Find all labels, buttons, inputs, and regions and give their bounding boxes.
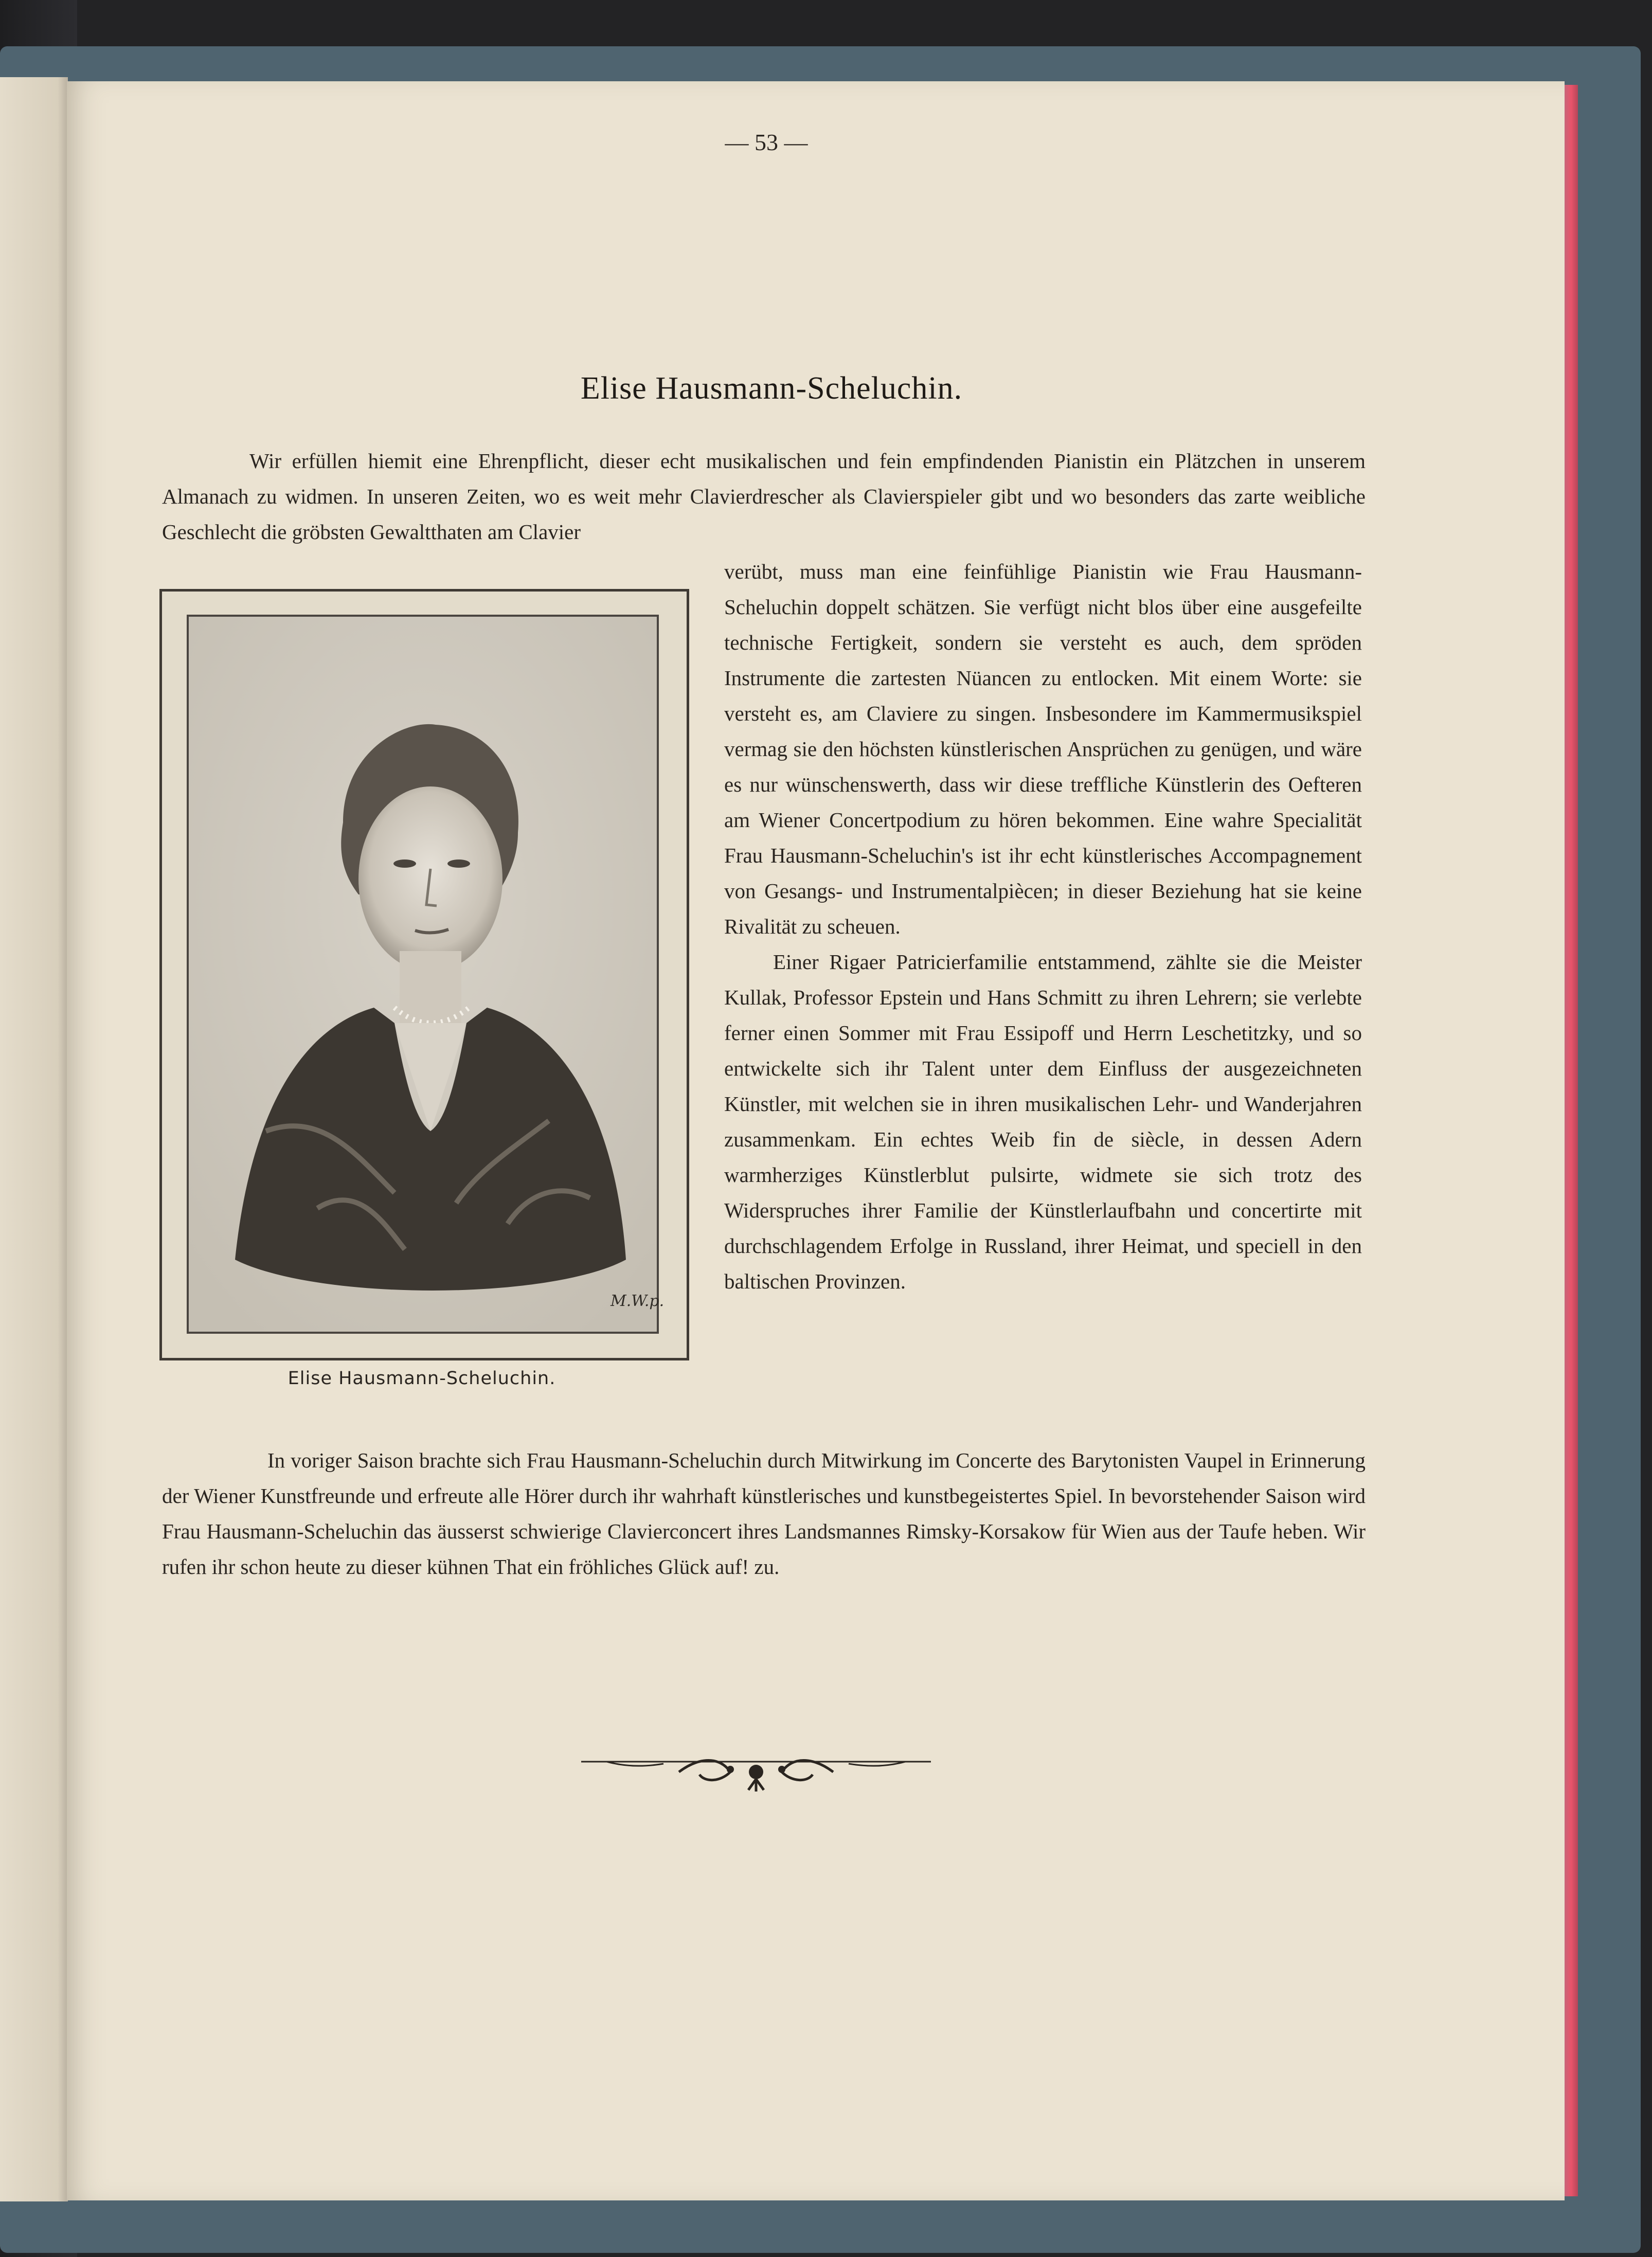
ornament-divider bbox=[576, 1746, 936, 1793]
facing-page-edge bbox=[0, 77, 68, 2201]
photo-signature: M.W.p. bbox=[610, 1292, 665, 1310]
ornament-flourish-icon bbox=[576, 1746, 936, 1793]
intro-paragraph: Wir erfüllen hiemit eine Ehrenpflicht, dieser echt musikalischen und fein empfindenden Pianistin ein Plätzchen in unserem Almanach zu widmen. In unseren Zeiten, wo es weit mehr Clavierdrescher als Clavierspieler gibt und wo besonders das zarte weibliche Geschlecht die gröbsten Gewaltthaten am Clavier bbox=[162, 449, 1366, 544]
page-number: — 53 — bbox=[725, 129, 808, 155]
portrait-frame bbox=[159, 589, 689, 1360]
right-paragraph-2: Einer Rigaer Patricierfamilie entstammend, zählte sie die Meister Kullak, Professor Epstein und Hans Schmitt zu ihren Lehrern; sie verlebte ferner einen Sommer mit Frau Essipoff und Herrn Leschetitzky, und so entwickelte sich ihr Talent unter dem Einfluss der ausgezeichneten Künstler, mit welchen sie in ihren musikalischen Lehr- und Wanderjahren zusammenkam. Ein echtes Weib fin de siècle, in dessen Adern warmherziges Künstlerblut pulsirte, widmete sie sich trotz des Widerspruches ihrer Familie der Künstlerlaufbahn und concertirte mit durchschlagendem Erfolge in Russland, ihrer Heimat, und speciell in den baltischen Provinzen. bbox=[724, 950, 1362, 1293]
closing-paragraph: In voriger Saison brachte sich Frau Hausmann-Scheluchin durch Mitwirkung im Concerte des Barytonisten Vaupel in Erinnerung der Wiener Kunstfreunde und erfreute alle Hörer durch ihr wahrhaft künstlerisches und kunstbegeistertes Spiel. In bevorstehender Saison wird Frau Hausmann-Scheluchin das äusserst schwierige Clavierconcert ihres Landsmannes Rimsky-Korsakow für Wien aus der Taufe heben. Wir rufen ihr schon heute zu dieser kühnen That ein fröhliches Glück auf! zu. bbox=[162, 1448, 1366, 1579]
right-column bbox=[724, 554, 1362, 1299]
portrait-photo bbox=[187, 615, 665, 1334]
page-title: Elise Hausmann-Scheluchin. bbox=[580, 371, 963, 406]
right-paragraph-1: verübt, muss man eine feinfühlige Pianistin wie Frau Hausmann-Scheluchin doppelt schätzen. Sie verfügt nicht blos über eine ausgefeilte technische Fertigkeit, sondern sie versteht es auch, dem spröden Instrumente die zartesten Nüancen zu entlocken. Mit einem Worte: sie versteht es, am Claviere zu singen. Insbesondere im Kammermusikspiel vermag sie den höchsten künstlerischen Ansprüchen zu genügen, und wäre es nur wünschenswerth, dass wir diese treffliche Künstlerin des Oefteren am Wiener Concertpodium zu hören bekommen. Eine wahre Specialität Frau Hausmann-Scheluchin's ist ihr echt künstlerisches Accompagnement von Gesangs- und Instrumentalpiècen; in dieser Beziehung hat sie keine Rivalität zu scheuen. bbox=[724, 560, 1362, 938]
red-page-edge bbox=[1565, 85, 1578, 2196]
portrait-image bbox=[189, 617, 665, 1332]
portrait-caption: Elise Hausmann-Scheluchin. bbox=[288, 1368, 556, 1389]
